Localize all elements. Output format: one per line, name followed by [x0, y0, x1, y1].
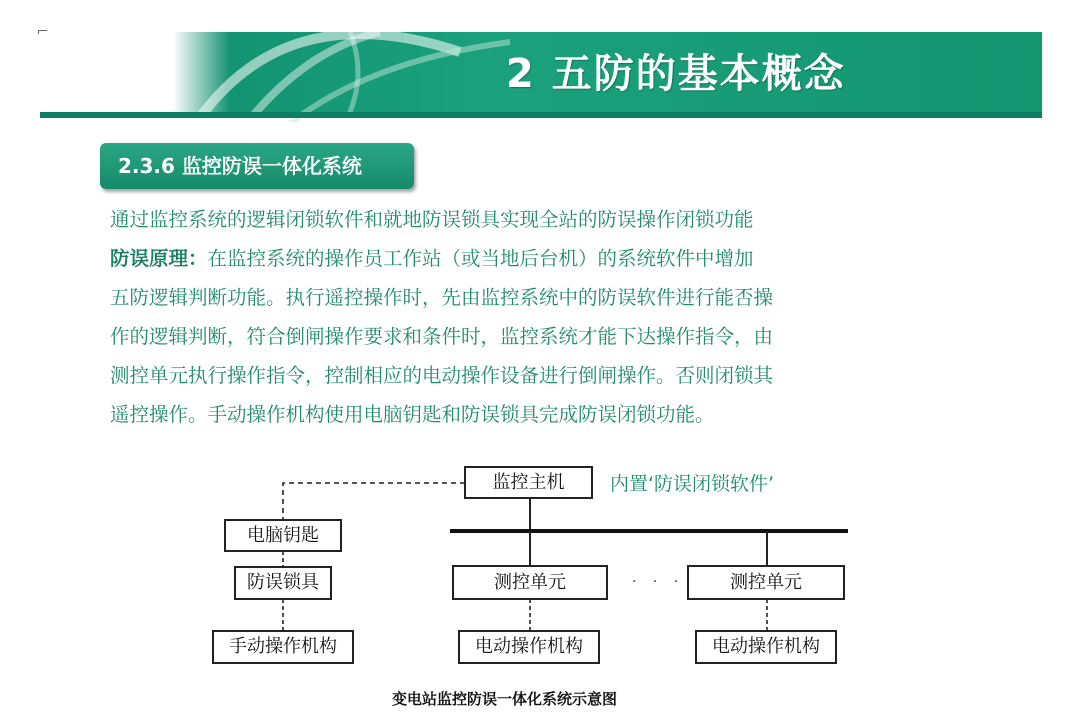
- manual-mechanism-box: 手动操作机构: [212, 630, 354, 664]
- body-line-6: 遥控操作。手动操作机构使用电脑钥匙和防误锁具完成防误闭锁功能。: [110, 403, 715, 426]
- host-note: 内置‘防误闭锁软件’: [610, 473, 775, 495]
- ellipsis: · · ·: [632, 574, 685, 590]
- body-line-3: 五防逻辑判断功能。执行遥控操作时，先由监控系统中的防误软件进行能否操: [110, 286, 774, 309]
- dashed-link-host-to-key: [283, 483, 465, 520]
- computer-key-box: 电脑钥匙: [224, 519, 342, 552]
- diagram-caption: 变电站监控防误一体化系统示意图: [392, 690, 618, 708]
- electric-mechanism-left-box: 电动操作机构: [458, 630, 600, 664]
- body-line-2-rest: 在监控系统的操作员工作站（或当地后台机）的系统软件中增加: [207, 247, 754, 270]
- unit-left-box: 测控单元: [452, 565, 608, 600]
- slide-title: 2 五防的基本概念: [506, 51, 846, 97]
- body-line-1: 通过监控系统的逻辑闭锁软件和就地防误锁具实现全站的防误操作闭锁功能: [110, 208, 754, 231]
- lock-box: 防误锁具: [234, 566, 332, 600]
- body-line-4: 作的逻辑判断，符合倒闸操作要求和条件时，监控系统才能下达操作指令，由: [110, 325, 774, 348]
- section-heading: 2.3.6 监控防误一体化系统: [100, 143, 414, 189]
- principle-colon: ：: [188, 247, 208, 270]
- unit-right-box: 测控单元: [687, 565, 845, 600]
- electric-mechanism-right-box: 电动操作机构: [695, 630, 837, 664]
- principle-label: 防误原理: [110, 247, 189, 270]
- host-box: 监控主机: [464, 466, 593, 499]
- body-line-5: 测控单元执行操作指令，控制相应的电动操作设备进行倒闸操作。否则闭锁其: [110, 364, 774, 387]
